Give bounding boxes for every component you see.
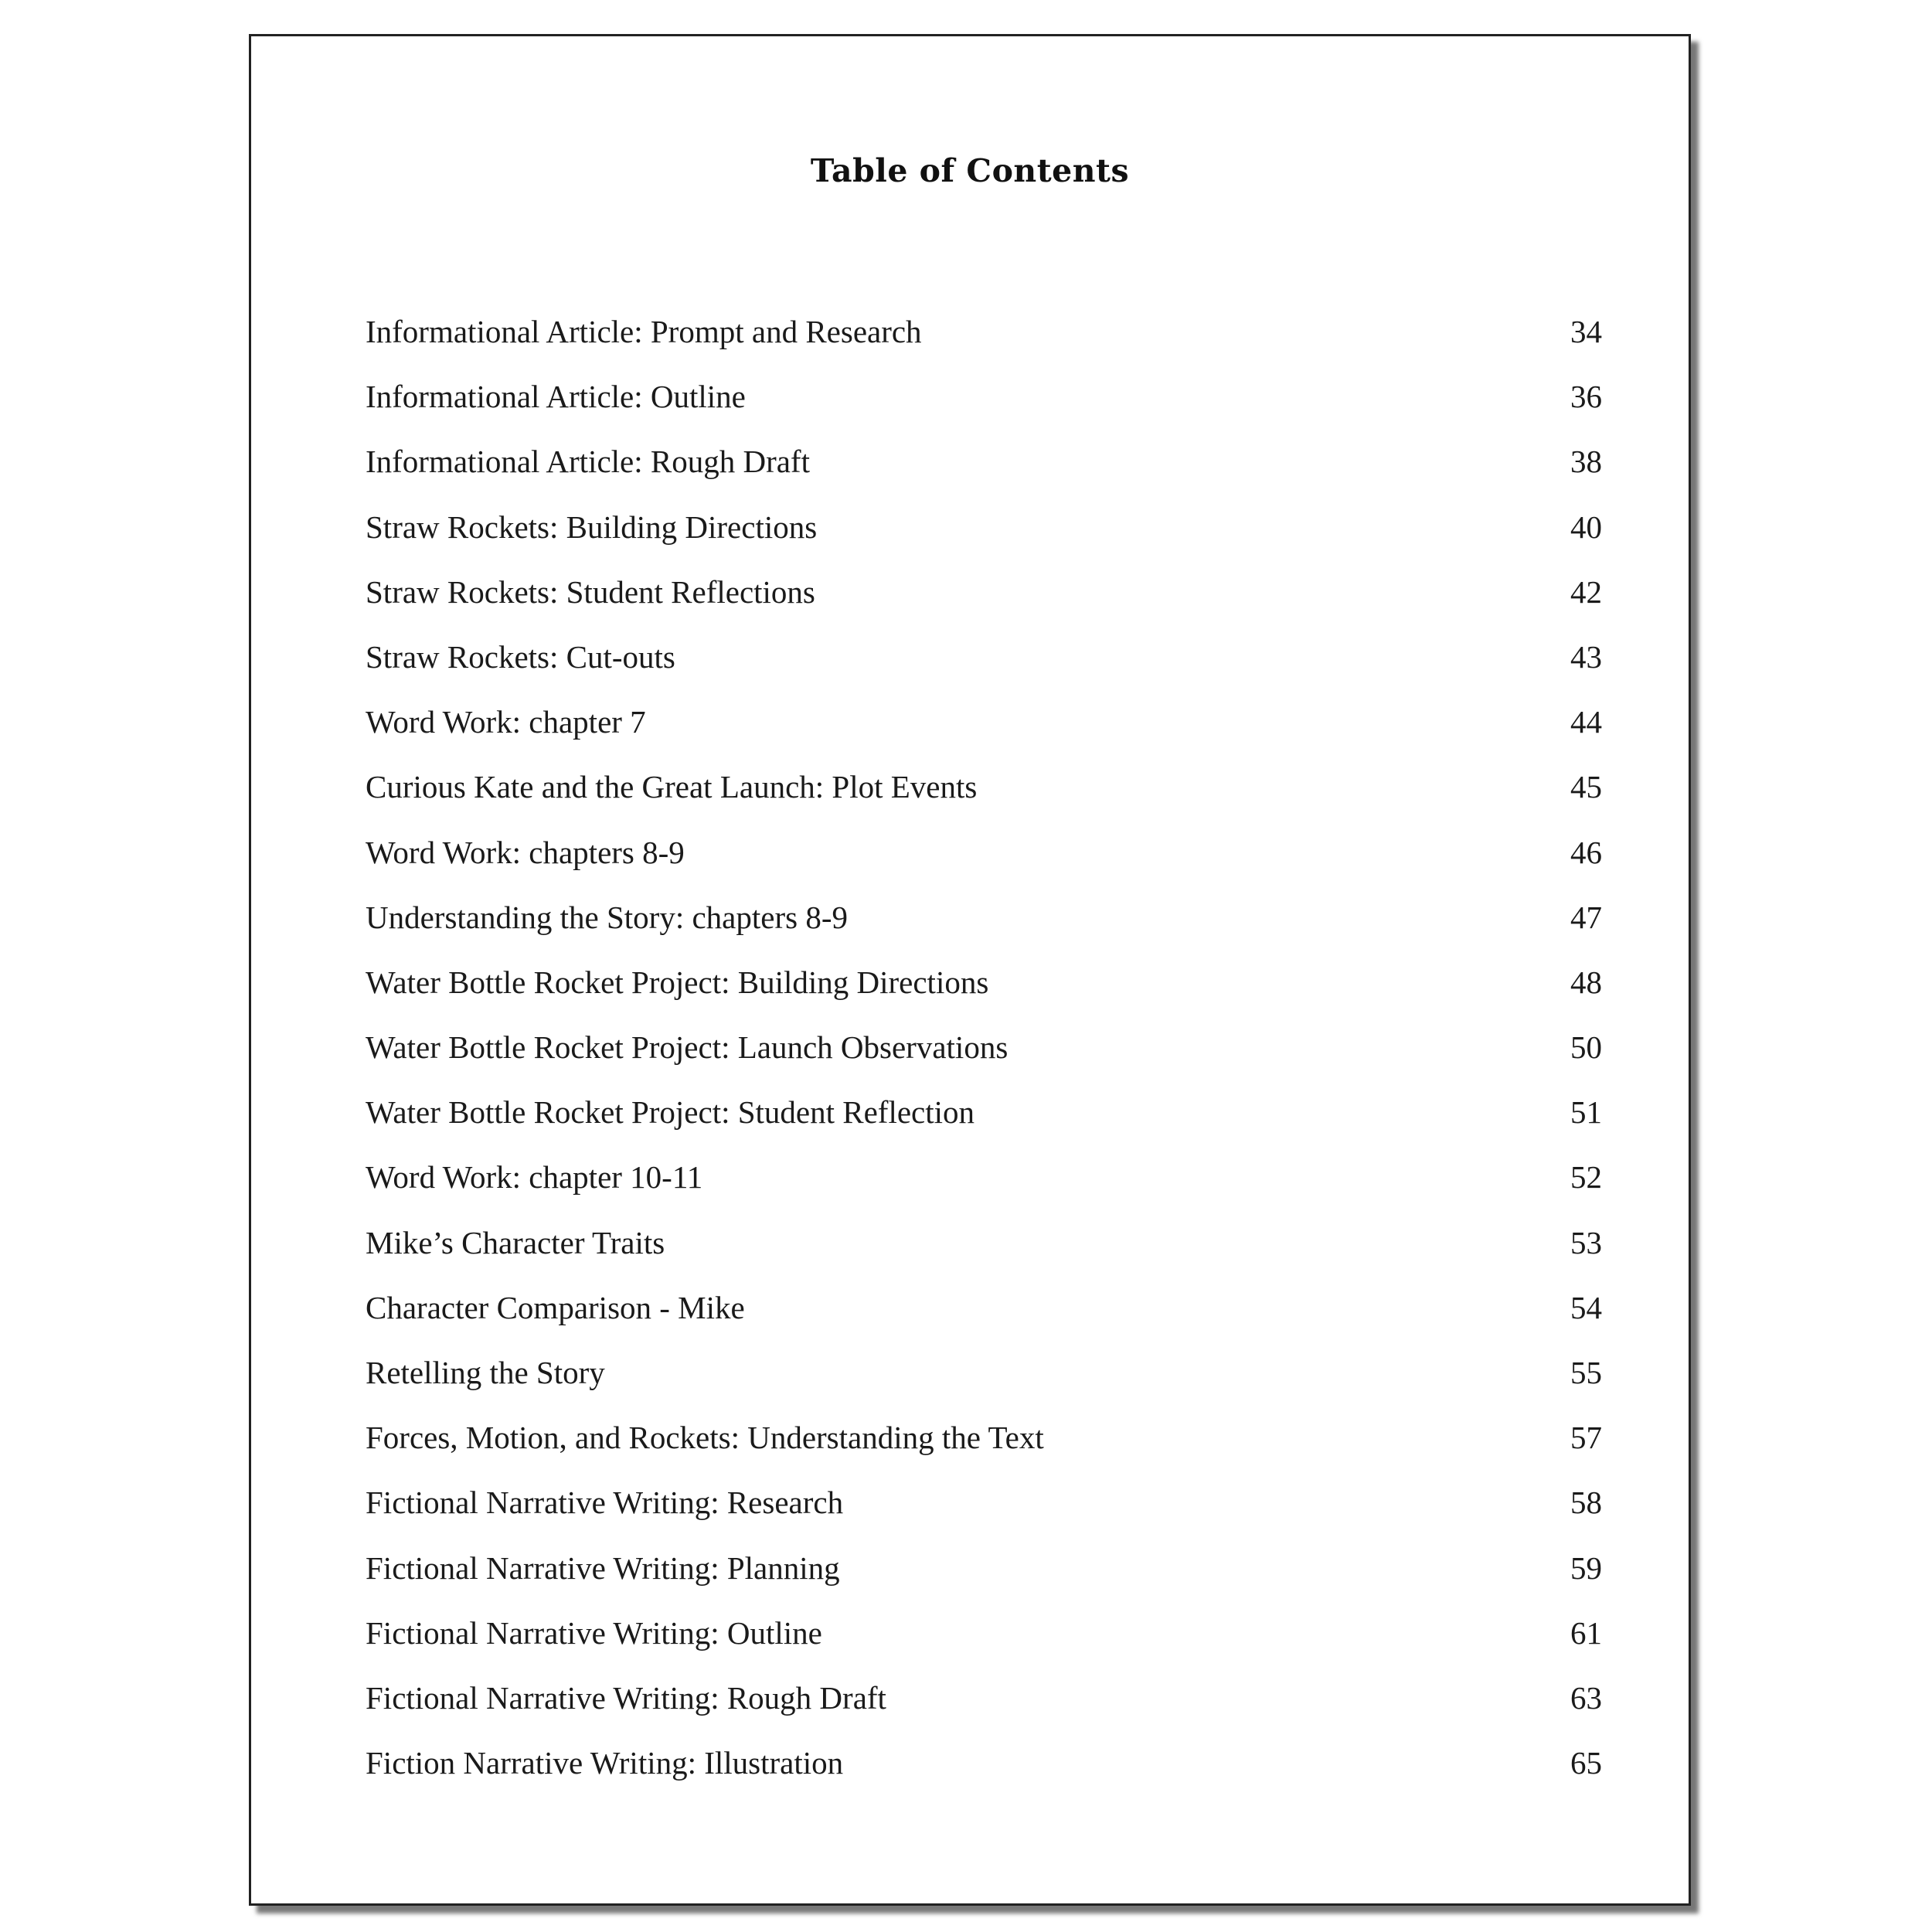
toc-entry-page-number: 48 [1570,964,1602,1000]
toc-entry-title: Informational Article: Outline [366,379,746,415]
toc-entry-page-number: 34 [1570,314,1602,349]
toc-entry-page-number: 61 [1570,1614,1602,1651]
document-page [249,34,1691,1906]
toc-entry [366,1614,1602,1679]
toc-entry-page-number: 45 [1570,769,1602,805]
toc-entry-page-number: 54 [1570,1289,1602,1325]
toc-entry [366,1679,1602,1744]
toc-entry [366,573,1602,638]
toc-entry [366,1158,1602,1223]
toc-entry-title: Word Work: chapter 7 [366,704,646,740]
toc-entry-title: Mike’s Character Traits [366,1224,665,1260]
toc-entry-page-number: 50 [1570,1029,1602,1066]
toc-entry-page-number: 40 [1570,509,1602,545]
toc-entry-title: Fiction Narrative Writing: Illustration [366,1745,844,1781]
toc-entry [366,1484,1602,1549]
toc-entry-page-number: 53 [1570,1224,1602,1260]
toc-entry [366,1094,1602,1158]
toc-entry [366,1419,1602,1484]
toc-entry-title: Straw Rockets: Student Reflections [366,573,815,610]
toc-entry-page-number: 59 [1570,1549,1602,1586]
toc-entry-title: Straw Rockets: Cut-outs [366,638,675,675]
toc-entry-page-number: 63 [1570,1679,1602,1716]
toc-entry-title: Informational Article: Rough Draft [366,444,810,480]
toc-entry [366,1289,1602,1354]
toc-entry-title: Water Bottle Rocket Project: Student Reflection [366,1094,975,1131]
toc-entry-page-number: 51 [1570,1094,1602,1131]
toc-entry [366,1354,1602,1419]
toc-entry-page-number: 38 [1570,444,1602,480]
toc-entry [366,1224,1602,1289]
toc-entry-page-number: 47 [1570,899,1602,935]
toc-entry-title: Fictional Narrative Writing: Outline [366,1614,822,1651]
toc-entry-page-number: 43 [1570,638,1602,675]
toc-entry-page-number: 52 [1570,1159,1602,1196]
toc-entry [366,834,1602,899]
page-title: Table of Contents [810,152,1130,189]
toc-entry [366,899,1602,964]
toc-entry-title: Water Bottle Rocket Project: Building Directions [366,964,989,1000]
toc-entry-page-number: 65 [1570,1745,1602,1781]
toc-entry [366,768,1602,833]
toc-entry [366,703,1602,768]
toc-list [366,313,1602,1809]
toc-entry-title: Retelling the Story [366,1355,605,1390]
toc-entry-page-number: 55 [1570,1355,1602,1390]
toc-entry [366,1549,1602,1614]
toc-entry-page-number: 46 [1570,834,1602,870]
toc-entry [366,443,1602,508]
toc-entry-title: Informational Article: Prompt and Research [366,314,922,349]
toc-entry [366,313,1602,378]
toc-entry-page-number: 36 [1570,379,1602,415]
toc-entry-page-number: 57 [1570,1420,1602,1456]
toc-entry-page-number: 44 [1570,704,1602,740]
toc-entry-page-number: 42 [1570,573,1602,610]
toc-entry-title: Fictional Narrative Writing: Research [366,1485,844,1521]
toc-entry [366,509,1602,573]
toc-entry-title: Fictional Narrative Writing: Rough Draft [366,1679,886,1716]
toc-entry-title: Word Work: chapter 10-11 [366,1159,703,1196]
toc-entry-page-number: 58 [1570,1485,1602,1521]
toc-entry [366,1029,1602,1094]
toc-entry-title: Forces, Motion, and Rockets: Understanding the Text [366,1420,1044,1456]
toc-entry-title: Word Work: chapters 8-9 [366,834,685,870]
toc-entry [366,638,1602,703]
toc-entry [366,964,1602,1029]
toc-entry-title: Curious Kate and the Great Launch: Plot Events [366,769,978,805]
toc-entry-title: Fictional Narrative Writing: Planning [366,1549,840,1586]
toc-entry [366,378,1602,443]
toc-entry-title: Understanding the Story: chapters 8-9 [366,899,848,935]
toc-entry-title: Water Bottle Rocket Project: Launch Observations [366,1029,1009,1066]
toc-entry-title: Character Comparison - Mike [366,1289,745,1325]
toc-entry [366,1744,1602,1809]
toc-entry-title: Straw Rockets: Building Directions [366,509,818,545]
